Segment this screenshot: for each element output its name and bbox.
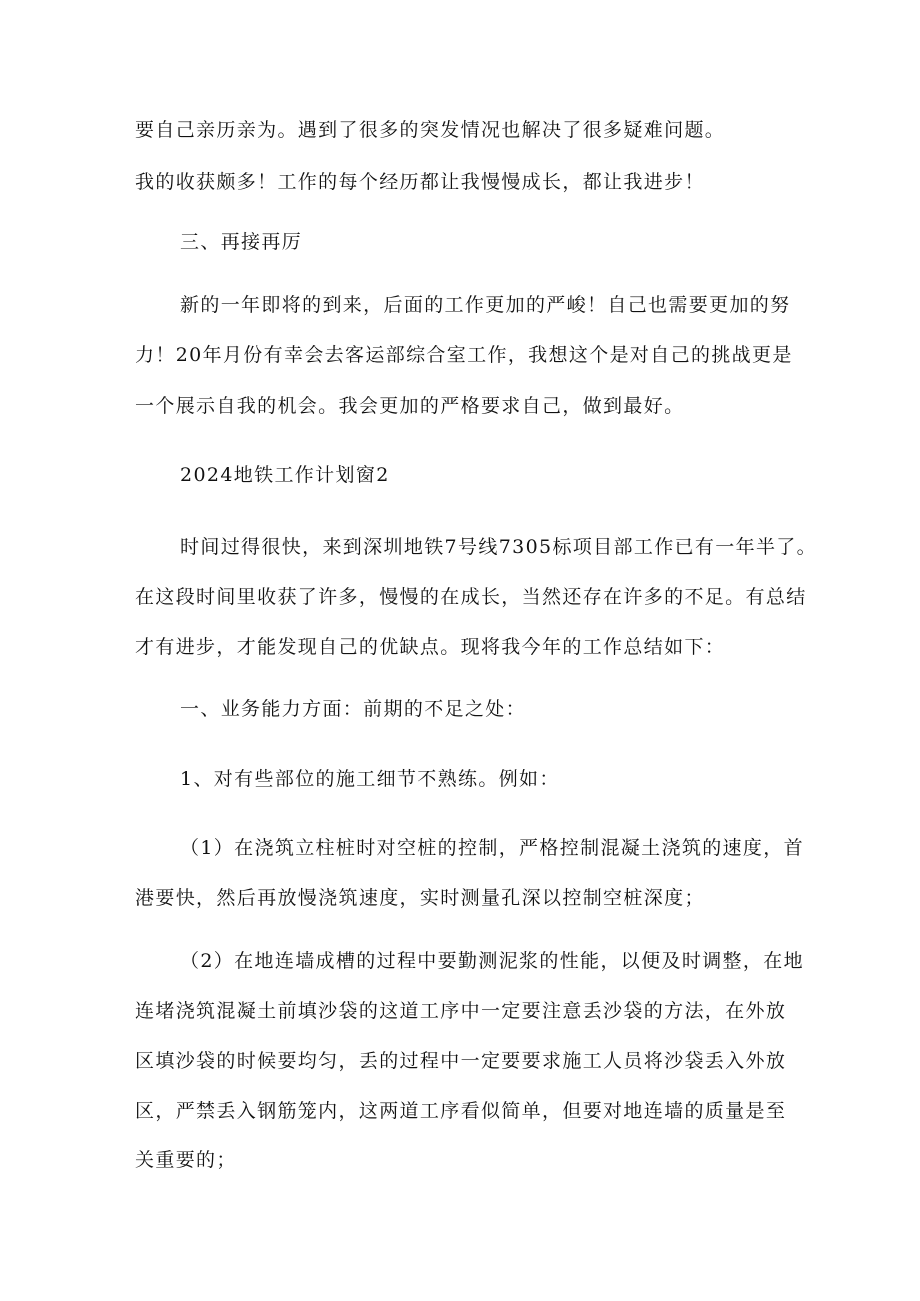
paragraph-line: 新的一年即将的到来，后面的工作更加的严峻！自己也需要更加的努 [180, 294, 791, 316]
paragraph-line: 才有进步，才能发现自己的优缺点。现将我今年的工作总结如下： [135, 636, 726, 658]
section-heading: 三、再接再厉 [180, 231, 303, 253]
paragraph-line: 我的收获颇多！工作的每个经历都让我慢慢成长，都让我进步！ [135, 171, 705, 193]
paragraph-line: （1）在浇筑立柱桩时对空桩的控制，严格控制混凝土浇筑的速度，首 [180, 837, 804, 859]
list-item-heading: 1、对有些部位的施工细节不熟练。例如： [180, 768, 560, 790]
paragraph-line: 连堵浇筑混凝土前填沙袋的这道工序中一定要注意丢沙袋的方法，在外放 [135, 1000, 787, 1022]
paragraph-line: 时间过得很快，来到深圳地铁7号线7305标项目部工作已有一年半了。 [180, 536, 817, 558]
paragraph-line: 港要快，然后再放慢浇筑速度，实时测量孔深以控制空桩深度； [135, 887, 705, 909]
paragraph-line: 关重要的； [135, 1149, 237, 1171]
paragraph-line: 要自己亲历亲为。遇到了很多的突发情况也解决了很多疑难问题。 [135, 119, 726, 141]
paragraph-line: （2）在地连墙成槽的过程中要勤测泥浆的性能，以便及时调整，在地 [180, 950, 804, 972]
paragraph-line: 区，严禁丢入钢筋笼内，这两道工序看似简单，但要对地连墙的质量是至 [135, 1100, 787, 1122]
document-title: 2024地铁工作计划窗2 [180, 464, 390, 486]
paragraph-line: 在这段时间里收获了许多，慢慢的在成长，当然还存在许多的不足。有总结 [135, 586, 807, 608]
paragraph-line: 区填沙袋的时候要均匀，丢的过程中一定要要求施工人员将沙袋丢入外放 [135, 1050, 787, 1072]
paragraph-line: 力！20年月份有幸会去客运部综合室工作，我想这个是对自己的挑战更是 [135, 344, 793, 366]
paragraph-line: 一个展示自我的机会。我会更加的严格要求自己，做到最好。 [135, 395, 685, 417]
section-heading: 一、业务能力方面：前期的不足之处： [180, 698, 526, 720]
